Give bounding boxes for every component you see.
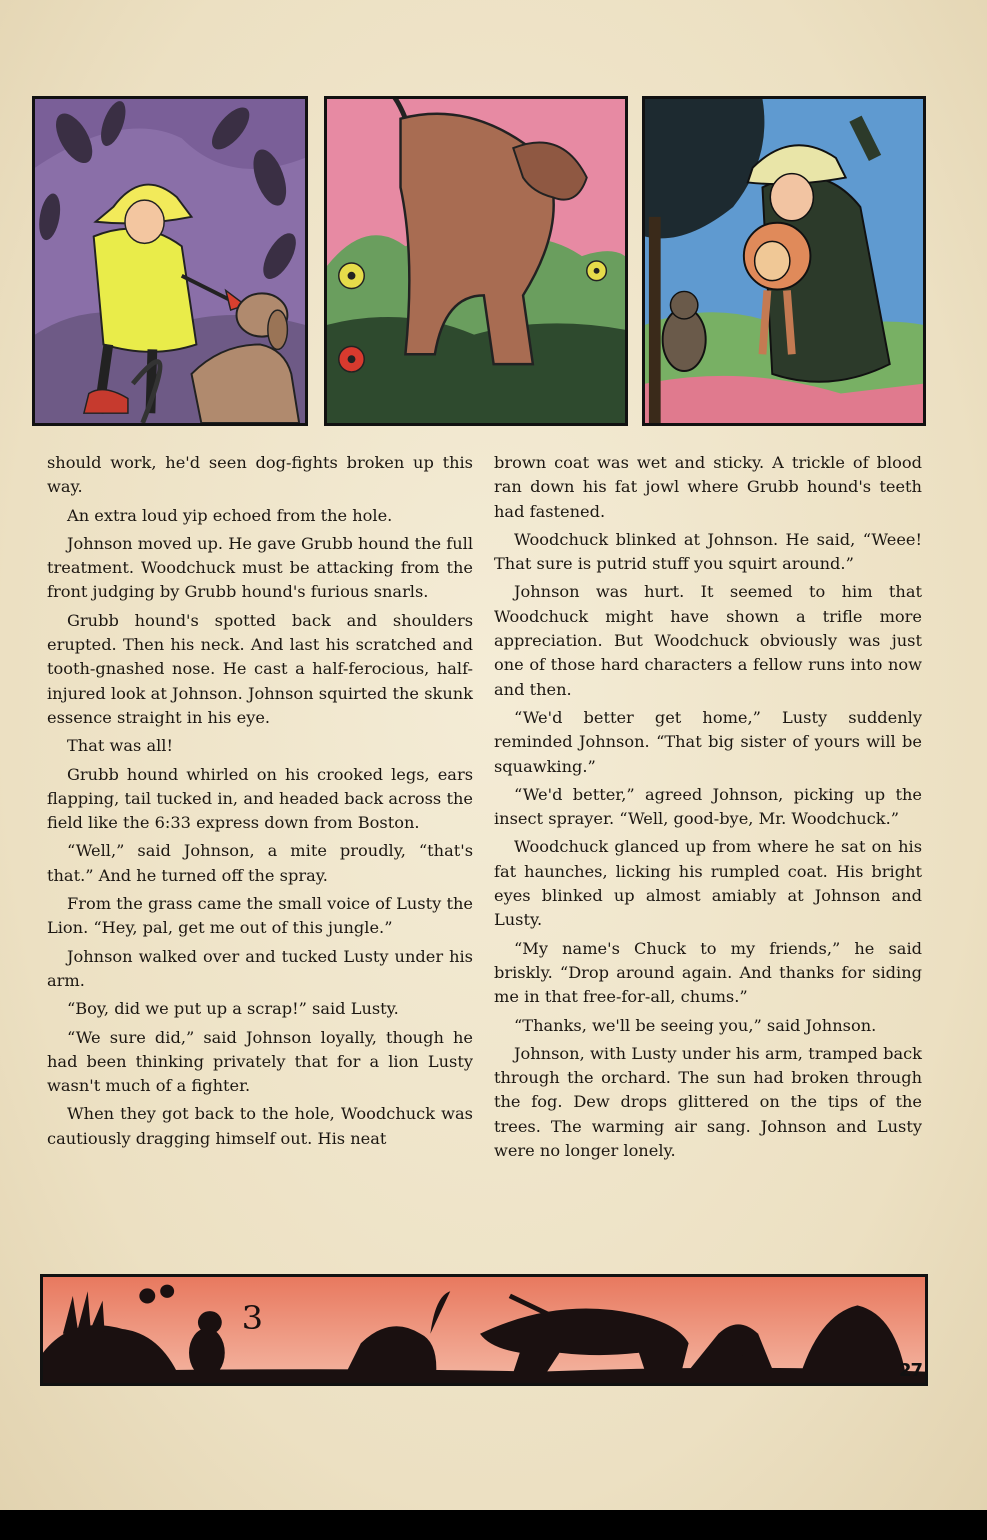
paragraph: Woodchuck glanced up from where he sat on his fat haunches, licking his rumpled coat. His bright eyes blinked up almost amiably at Johnson and Lusty. [494,837,922,930]
text-column-left [47,451,473,1155]
illustration-boy-spraying-dog [32,96,308,426]
paragraph: should work, he'd seen dog-fights broken up this way. [47,453,473,497]
silhouette-number-three: 3 [241,1298,264,1337]
silhouette-footer-illustration [40,1274,928,1386]
paragraph: An extra loud yip echoed from the hole. [67,505,393,525]
paragraph: “Thanks, we'll be seeing you,” said Johnson. [514,1015,877,1035]
paragraph: When they got back to the hole, Woodchuck was cautiously dragging himself out. His neat [47,1104,473,1148]
illustration-hound-digging [324,96,628,426]
paragraph: From the grass came the small voice of Lusty the Lion. “Hey, pal, get me out of this jungle.” [47,894,473,938]
page-number: 27 [898,1360,922,1381]
paragraph: Johnson moved up. He gave Grubb hound the full treatment. Woodchuck must be attacking from the front judging by Grubb hound's furious snarls. [47,533,473,602]
paragraph: Grubb hound's spotted back and shoulders erupted. Then his neck. And last his scratched and tooth-gnashed nose. He cast a half-ferocious, half-injured look at Johnson. Johnson squirted the skunk essence straight in his eye. [47,610,473,727]
paragraph: “We'd better,” agreed Johnson, picking up the insect sprayer. “Well, good-bye, Mr. Woodchuck.” [494,784,922,829]
paragraph: “My name's Chuck to my friends,” he said briskly. “Drop around again. And thanks for siding me in that free-for-all, chums.” [494,938,922,1007]
paragraph: “We sure did,” said Johnson loyally, though he had been thinking privately that for a lion Lusty wasn't much of a fighter. [47,1027,473,1096]
paragraph: “Boy, did we put up a scrap!” said Lusty. [67,999,399,1019]
paragraph: Johnson was hurt. It seemed to him that Woodchuck might have shown a trifle more appreciation. But Woodchuck obviously was just one of those hard characters a fellow runs into now and then. [494,582,922,699]
paragraph: “Well,” said Johnson, a mite proudly, “that's that.” And he turned off the spray. [47,841,473,885]
paragraph: Woodchuck blinked at Johnson. He said, “Weee! That sure is putrid stuff you squirt around.” [494,529,922,574]
paragraph: brown coat was wet and sticky. A trickle of blood ran down his fat jowl where Grubb hound's teeth had fastened. [494,453,922,521]
illustration-boy-with-lion-and-woodchuck [642,96,926,426]
paragraph: That was all! [67,736,173,756]
text-column-right [494,451,922,1167]
scan-bottom-edge [0,1510,987,1540]
paragraph: Grubb hound whirled on his crooked legs, ears flapping, tail tucked in, and headed back across the field like the 6:33 express down from Boston. [47,764,473,833]
paragraph: “We'd better get home,” Lusty suddenly reminded Johnson. “That big sister of yours will be squawking.” [494,707,922,776]
paragraph: Johnson, with Lusty under his arm, tramped back through the orchard. The sun had broken through the fog. Dew drops glittered on the tips of the trees. The warming air sang. Johnson and Lusty were no longer lonely. [494,1043,922,1161]
paragraph: Johnson walked over and tucked Lusty under his arm. [47,946,473,990]
